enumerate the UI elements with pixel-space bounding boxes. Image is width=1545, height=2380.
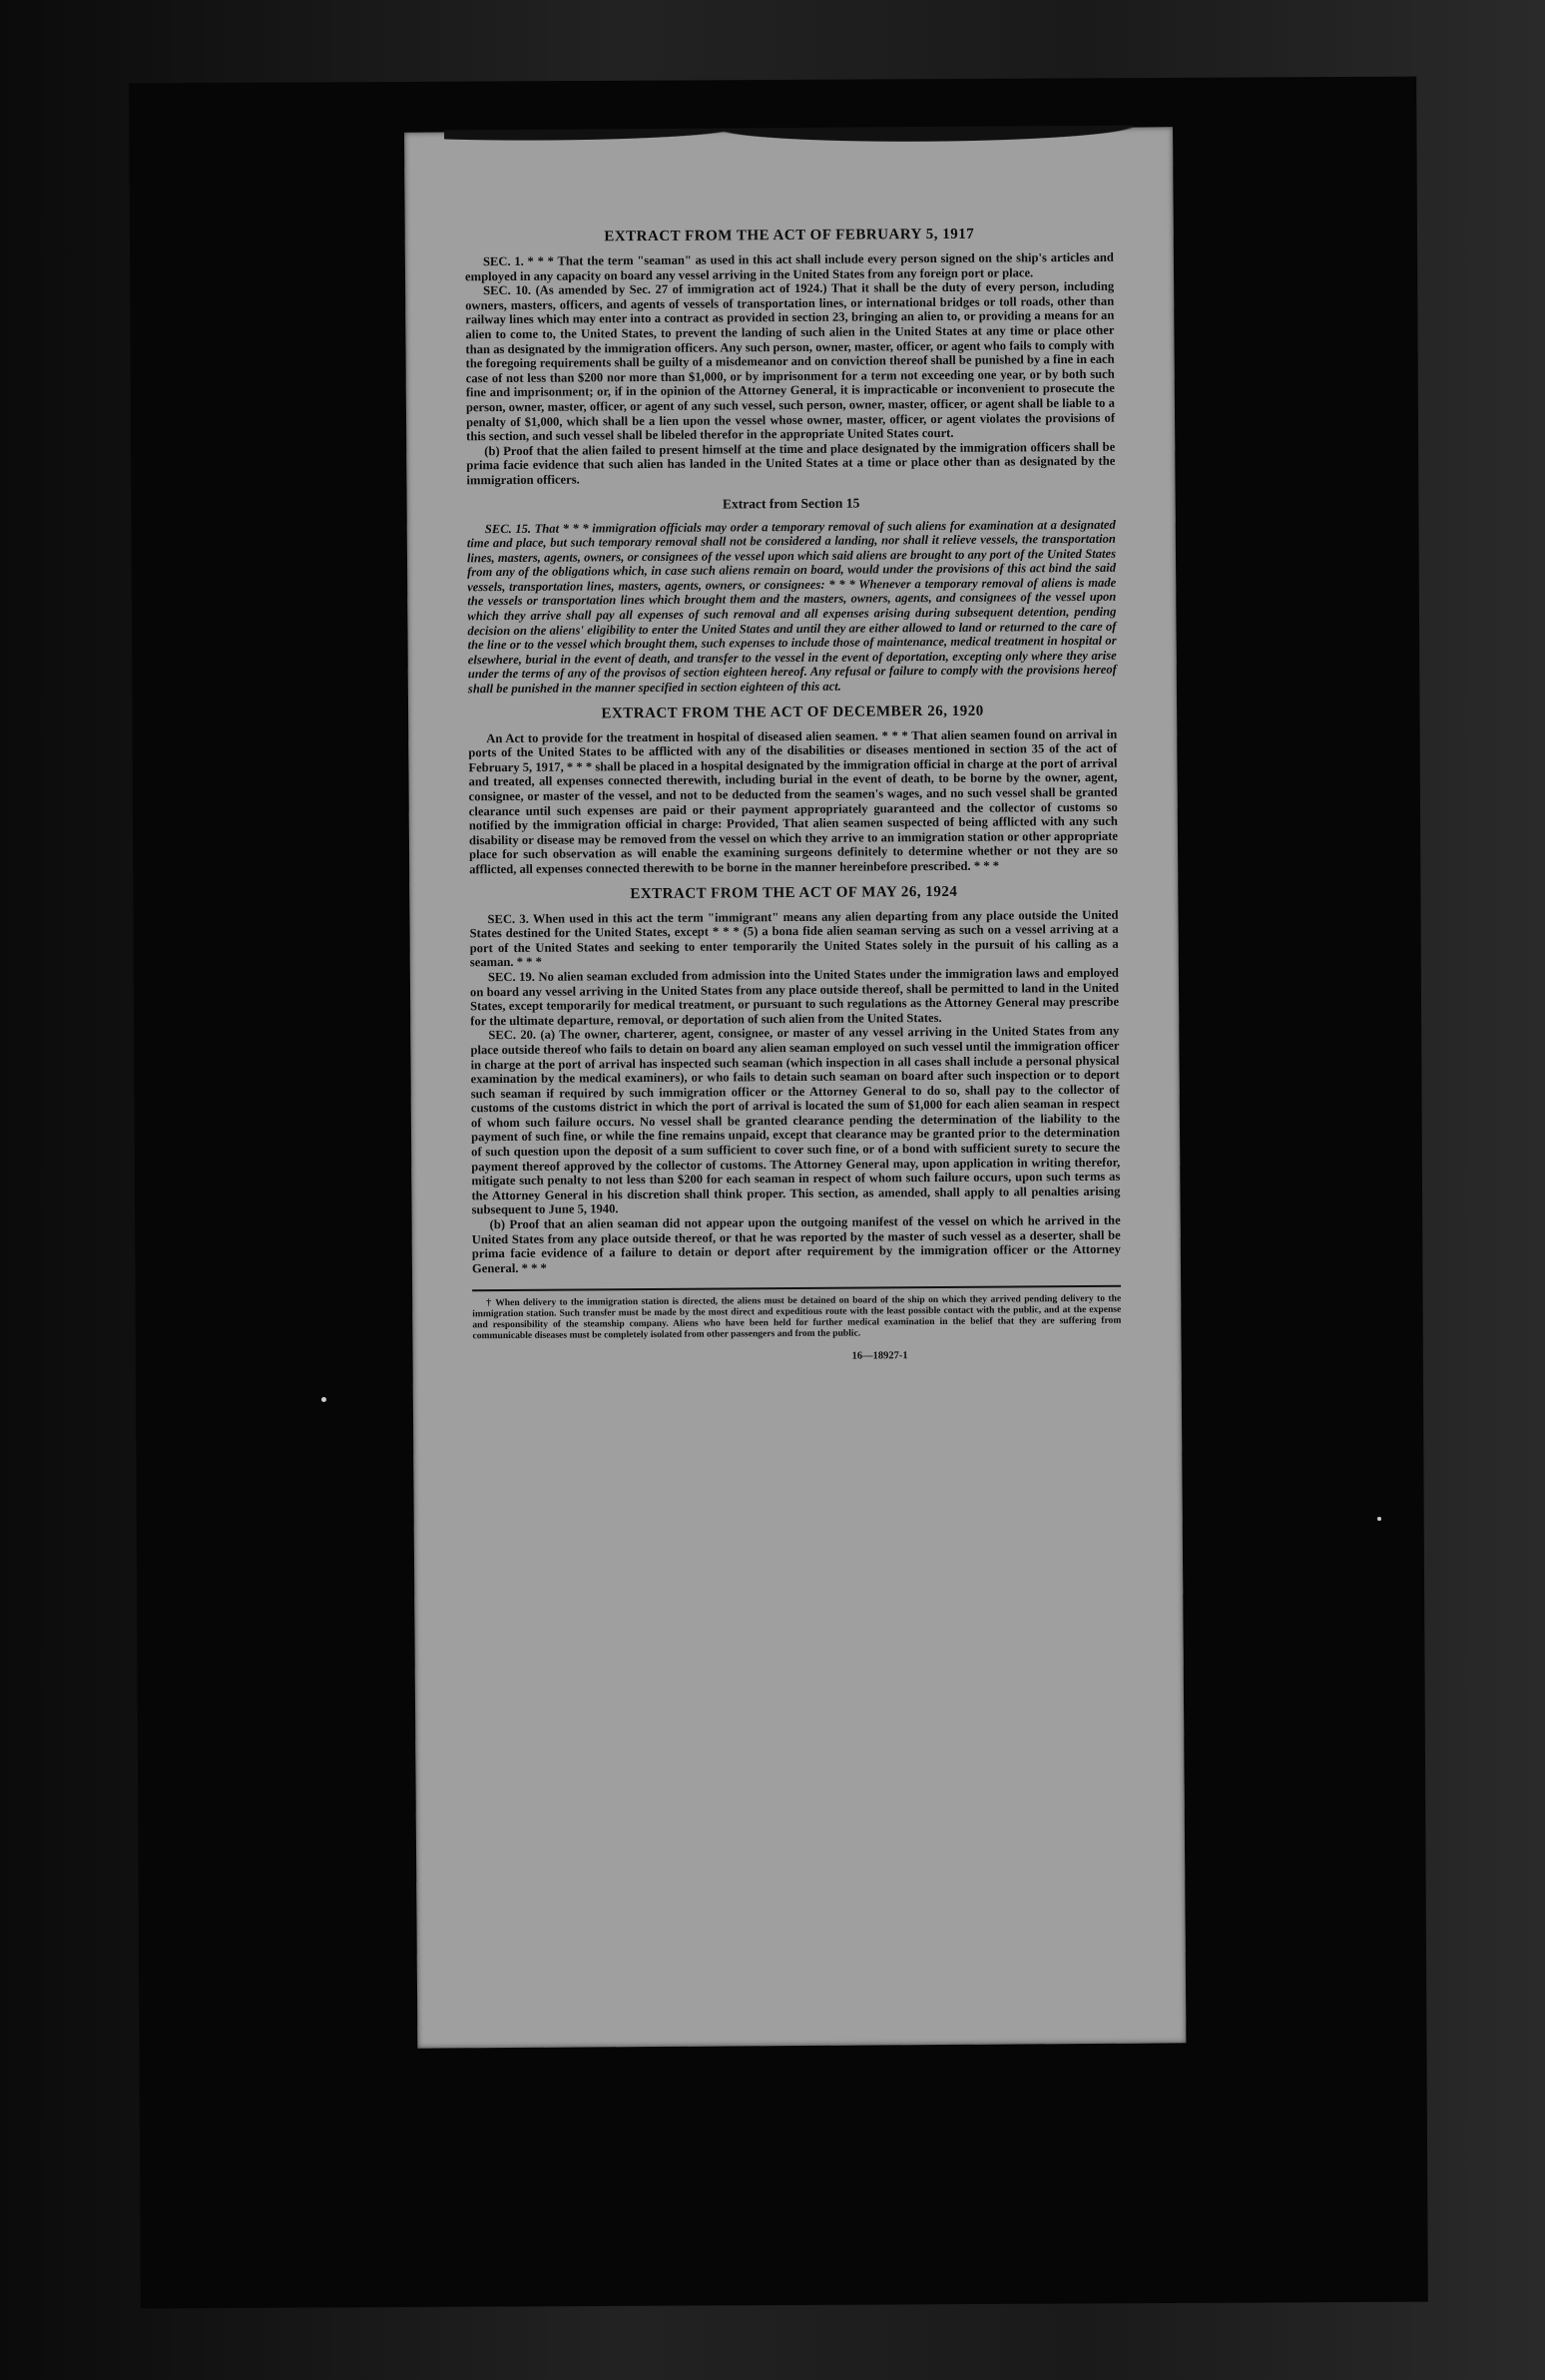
section-20b-text: (b) Proof that an alien seaman did not appear upon the outgoing manifest of the vessel on which he arrived in the United States from any place outside thereof, or that he was reported by the master of such vessel as a deserter, shall be prima facie evidence of a failure to detain or deport after requirement by the immigration officer or the Attorney General. * * * [471, 1212, 1121, 1276]
dust-speck [1377, 1517, 1381, 1521]
heading-section-15: Extract from Section 15 [722, 495, 860, 511]
heading-act-dec-1920: EXTRACT FROM THE ACT OF DECEMBER 26, 1920 [601, 703, 984, 721]
heading-act-may-1924: EXTRACT FROM THE ACT OF MAY 26, 1924 [630, 883, 958, 902]
dust-speck [321, 1397, 326, 1402]
page-stain [444, 126, 1133, 165]
section-3-text: SEC. 3. When used in this act the term "immigrant" means any alien departing from any place outside the United States destined for the United States, except * * * (5) a bona fide alien seaman serving as such on a vessel arriving at a port of the United States and seeking to enter temporarily the United States solely in the pursuit of his calling as a seaman. * * * [469, 907, 1119, 970]
footnote-text: † When delivery to the immigration station is directed, the aliens must be detained on board of the ship on which they arrived pending delivery to the immigration station. Such transfer must be made by the most direct and expeditious route with the least possible contact with the public, and at the expense and responsibility of the steamship company. Aliens who have been held for further medical examination in the belief that they are suffering from communicable diseases must be completely isolated from other passengers and from the public. [472, 1293, 1122, 1342]
section-20-text: SEC. 20. (a) The owner, charterer, agent, consignee, or master of any vessel arriving in the United States from any place outside thereof who fails to detain on board any alien seaman employed on such vessel until the immigration officer in charge at the port of arrival has inspected such seaman (which inspection in all cases shall include a personal physical examination by the medical examiners), or who fails to detain such seaman on board after such inspection or to deport such seaman if required by such immigration officer or the Attorney General to do so, shall pay to the collector of customs of the customs district in which the port of arrival is located the sum of $1,000 for each alien seaman in respect of whom such failure occurs. No vessel shall be granted clearance pending the determination of the liability to the payment of such fine, or while the fine remains unpaid, except that clearance may be granted prior to the determination of such question upon the deposit of a sum sufficient to cover such fine, or of a bond with sufficient surety to secure the payment thereof approved by the collector of customs. The Attorney General may, upon application in writing therefor, mitigate such penalty to not less than $200 for each seaman in respect of whom such failure occurs, upon such terms as the Attorney General in his discretion shall think proper. This section, as amended, shall apply to all penalties arising subsequent to June 5, 1940. [470, 1024, 1121, 1217]
heading-act-feb-1917: EXTRACT FROM THE ACT OF FEBRUARY 5, 1917 [604, 226, 975, 245]
section-10b-text: (b) Proof that the alien failed to present himself at the time and place designated by the immigration officers shall be prima facie evidence that such alien has landed in the United States at a time or place other than as designated by the immigration officers. [466, 439, 1116, 488]
section-10-text: SEC. 10. (As amended by Sec. 27 of immigration act of 1924.) That it shall be the duty of every person, including owners, masters, officers, and agents of vessels of transportation lines, or international bridges or toll roads, other than railway lines which may enter into a contract as provided in section 23, bringing an alien to, or providing a means for an alien to come to, the United States, to prevent the landing of such alien in the United States at any time or place other than as designated by the immigration officers. Any such person, owner, master, officer, or agent who fails to comply with the foregoing requirements shall be guilty of a misdemeanor and on conviction thereof shall be punished by a fine in each case of not less than $200 nor more than $1,000, or by imprisonment for a term not exceeding one year, or by both such fine and imprisonment; or, if in the opinion of the Attorney General, it is impracticable or inconvenient to prosecute the person, owner, master, officer, or agent of any such vessel, such person, owner, master, officer, or agent shall be liable to a penalty of $1,000, which shall be a lien upon the vessel whose owner, master, officer, or agent violates the provisions of this section, and such vessel shall be libeled therefor in the appropriate United States court. [465, 278, 1116, 444]
act-1920-text: An Act to provide for the treatment in hospital of diseased alien seamen. * * * That alien seamen found on arrival in ports of the United States to be afflicted with any of the disabilities or diseases mentioned in section 35 of the act of February 5, 1917, * * * shall be placed in a hospital designated by the immigration official in charge at the port of arrival and treated, all expenses connected therewith, including burial in the event of death, to be borne by the owner, agent, consignee, or master of the vessel, and not to be deducted from the seamen's wages, and no such vessel shall be granted clearance until such expenses are paid or their payment appropriately guaranteed and the collector of customs so notified by the immigration official in charge: Provided, That alien seamen suspected of being afflicted with any such disability or disease may be removed from the vessel on which they arrive to an immigration station or other appropriate place for such observation as will enable the examining surgeons definitely to determine whether or not they are so afflicted, all expenses connected therewith to be borne in the manner hereinbefore prescribed. * * * [468, 726, 1119, 877]
form-number: 16—18927-1 [851, 1350, 908, 1362]
section-15-text: SEC. 15. That * * * immigration officials may order a temporary removal of such aliens for examination at a designated time and place, but such temporary removal shall not be considered a landing, nor shall it relieve vessels, the transportation lines, masters, agents, owners, or consignees of the vessel upon which said aliens are brought to any port of the United States from any of the obligations which, in case such aliens remain on board, would under the provisions of this act bind the said vessels, transportation lines, masters, agents, owners, or consignees: * * * Whenever a temporary removal of aliens is made the vessels or transportation lines which brought them and the masters, owners, agents, and consignees of the vessel upon which they arrive shall pay all expenses of such removal and all expenses arising during subsequent detention, pending decision on the aliens' eligibility to enter the United States and until they are either allowed to land or returned to the care of the line or to the vessel which brought them, such expenses to include those of maintenance, medical treatment in hospital or elsewhere, burial in the event of death, and transfer to the vessel in the event of deportation, excepting only where they arise under the terms of any of the provisos of section eighteen hereof. Any refusal or failure to comply with the provisions hereof shall be punished in the manner specified in section eighteen of this act. [466, 517, 1117, 697]
section-1-text: SEC. 1. * * * That the term "seaman" as used in this act shall include every person signed on the ship's articles and employed in any capacity on board any vessel arriving in the United States from any foreign port or place. [464, 249, 1114, 283]
section-19-text: SEC. 19. No alien seaman excluded from admission into the United States under the immigration laws and employed on board any vessel arriving in the United States from any place outside thereof, shall be permitted to land in the United States, except temporarily for medical treatment, or pursuant to such regulations as the Attorney General may prescribe for the ultimate departure, removal, or deportation of such alien from the United States. [469, 965, 1120, 1028]
document-page [404, 127, 1186, 2048]
document-content [465, 216, 1122, 1365]
footnote-divider [472, 1285, 1121, 1292]
